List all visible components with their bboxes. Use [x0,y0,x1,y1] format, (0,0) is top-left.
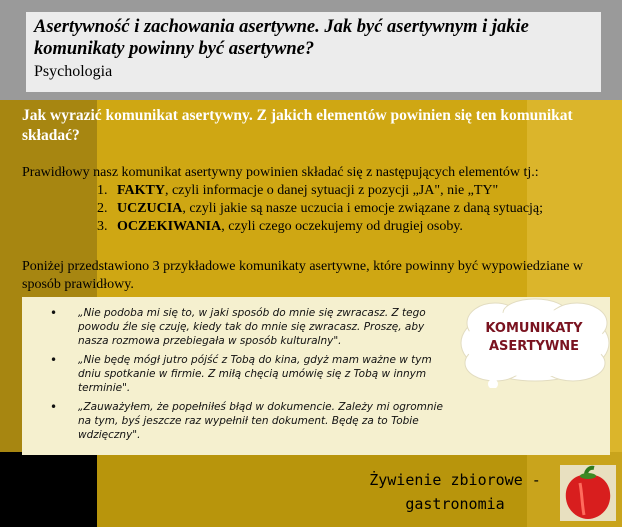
cloud-label: KOMUNIKATY ASERTYWNE [485,321,583,354]
element-description: , czyli czego oczekujemy od drugiej osoby. [221,219,463,234]
section-heading: Jak wyrazić komunikat asertywny. Z jakich elementów powinien się ten komunikat składać? [22,107,573,144]
example-text: „Nie będę mógł jutro pójść z Tobą do kina, gdyż mam ważne w tym dniu spotkanie w firmie. Z miłą chęcią umówię się z Tobą w innym terminie". [78,354,432,394]
red-pepper-icon [560,465,616,521]
list-item [50,400,445,442]
element-term: FAKTY [117,183,165,198]
example-text: „Nie podoba mi się to, w jaki sposób do mnie się zwracasz. Z tego powodu źle się czuję, kiedy tak do mnie się zwracasz. Proszę, aby nasza rozmowa przebiegała w sposób kulturalny". [78,307,426,347]
element-term: UCZUCIA [117,201,183,216]
elements-list [97,182,567,236]
page-title: Asertywność i zachowania asertywne. Jak być asertywnym i jakie komunikaty powinny być asertywne? [34,17,529,59]
list-item: 2. UCZUCIA, czyli jakie są nasze uczucia i emocje związane z daną sytuacją; [97,201,544,216]
element-description: , czyli jakie są nasze uczucia i emocje związane z daną sytuacją; [182,201,544,216]
intro-paragraph: Prawidłowy nasz komunikat asertywny powinien składać się z następujących elementów tj.: [22,165,539,180]
bullet-icon: • [50,353,58,367]
list-item [50,306,445,348]
footer-label: Żywienie zbiorowe - gastronomia [369,471,541,513]
examples-intro: Poniżej przedstawiono 3 przykładowe komunikaty asertywne, które powinny być wypowiedziane w sposób prawidłowy. [22,259,584,292]
bullet-icon: • [50,400,58,414]
example-text: „Zauważyłem, że popełniłeś błąd w dokumencie. Zależy mi ogromnie na tym, byś jeszcze raz wypełnił ten dokument. Będę za to Tobie wdzięczny". [78,401,443,441]
category-label: Psychologia [34,63,113,80]
element-description: , czyli informacje o danej sytuacji z pozycji „JA", nie „TY" [164,183,499,198]
list-item: 1. FAKTY, czyli informacje o danej sytuacji z pozycji „JA", nie „TY" [97,183,499,198]
bullet-icon: • [50,306,58,320]
examples-list [50,306,445,447]
list-item [50,353,445,395]
element-term: OCZEKIWANIA [117,219,222,234]
title-box [26,12,601,92]
list-item: 3. OCZEKIWANIA, czyli czego oczekujemy od drugiej osoby. [97,219,463,234]
